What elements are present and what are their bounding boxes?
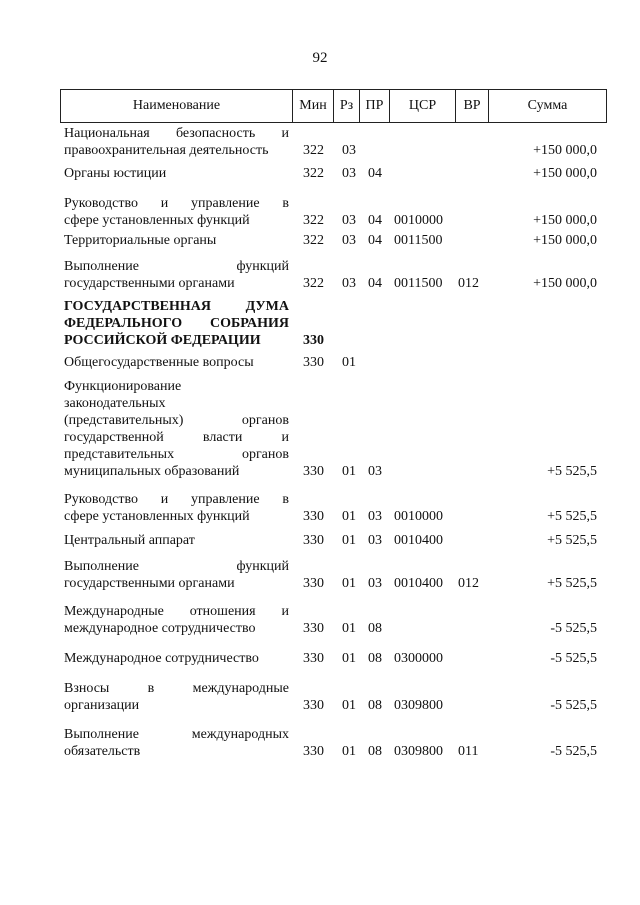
row-name <box>64 680 289 714</box>
cell-csr: 0300000 <box>394 651 443 666</box>
cell-sum: +5 525,5 <box>547 576 597 591</box>
cell-rz: 01 <box>342 464 356 479</box>
cell-sum: +150 000,0 <box>533 213 597 228</box>
header-min: Мин <box>293 90 334 122</box>
row-name-line: Взносы в международные <box>64 681 289 696</box>
cell-min: 330 <box>303 333 324 348</box>
cell-min: 330 <box>303 698 324 713</box>
cell-csr: 0011500 <box>394 276 443 291</box>
row-name <box>64 726 289 760</box>
cell-pr: 08 <box>368 698 382 713</box>
cell-csr: 0309800 <box>394 698 443 713</box>
row-name-line: Международное сотрудничество <box>64 651 259 666</box>
cell-sum: -5 525,5 <box>550 698 597 713</box>
cell-pr: 08 <box>368 744 382 759</box>
cell-pr: 08 <box>368 621 382 636</box>
cell-rz: 01 <box>342 533 356 548</box>
cell-sum: +150 000,0 <box>533 166 597 181</box>
row-name-line: Выполнение международных <box>64 727 289 742</box>
row-name-line: обязательств <box>64 744 141 759</box>
cell-csr: 0010000 <box>394 213 443 228</box>
cell-pr: 03 <box>368 533 382 548</box>
row-name <box>64 491 289 525</box>
row-name-line: государственными органами <box>64 576 235 591</box>
row-name-line: Выполнение функций <box>64 259 289 274</box>
cell-min: 322 <box>303 213 324 228</box>
cell-min: 330 <box>303 509 324 524</box>
cell-rz: 01 <box>342 576 356 591</box>
cell-min: 330 <box>303 533 324 548</box>
row-name-line: Функционирование <box>64 379 182 394</box>
table-header <box>60 89 607 123</box>
header-vr: ВР <box>456 90 489 122</box>
cell-rz: 01 <box>342 698 356 713</box>
row-name <box>64 165 289 182</box>
cell-min: 330 <box>303 576 324 591</box>
row-name-line: ГОСУДАРСТВЕННАЯ ДУМА <box>64 299 289 314</box>
cell-rz: 03 <box>342 143 356 158</box>
cell-min: 322 <box>303 233 324 248</box>
cell-csr: 0309800 <box>394 744 443 759</box>
cell-csr: 0010400 <box>394 576 443 591</box>
row-name-line: РОССИЙСКОЙ ФЕДЕРАЦИИ <box>64 333 261 348</box>
row-name <box>64 378 289 480</box>
cell-pr: 04 <box>368 276 382 291</box>
cell-pr: 03 <box>368 576 382 591</box>
cell-rz: 03 <box>342 166 356 181</box>
cell-pr: 04 <box>368 233 382 248</box>
cell-csr: 0010400 <box>394 533 443 548</box>
row-name <box>64 195 289 229</box>
cell-min: 330 <box>303 744 324 759</box>
cell-sum: -5 525,5 <box>550 621 597 636</box>
row-name-line: Национальная безопасность и <box>64 126 289 141</box>
cell-pr: 03 <box>368 509 382 524</box>
page-number: 92 <box>312 50 328 66</box>
cell-pr: 08 <box>368 651 382 666</box>
cell-min: 330 <box>303 355 324 370</box>
cell-sum: +5 525,5 <box>547 533 597 548</box>
cell-min: 330 <box>303 464 324 479</box>
row-name-line: государственными органами <box>64 276 235 291</box>
cell-rz: 03 <box>342 233 356 248</box>
row-name-line: государственной власти и <box>64 430 289 445</box>
row-name-line: сфере установленных функций <box>64 509 250 524</box>
cell-pr: 04 <box>368 166 382 181</box>
row-name <box>64 125 289 159</box>
cell-min: 322 <box>303 166 324 181</box>
header-pr: ПР <box>360 90 390 122</box>
row-name-line: (представительных) органов <box>64 413 289 428</box>
row-name-line: законодательных <box>64 396 166 411</box>
row-name-line: Выполнение функций <box>64 559 289 574</box>
row-name-line: сфере установленных функций <box>64 213 250 228</box>
cell-rz: 03 <box>342 276 356 291</box>
row-name-line: организации <box>64 698 140 713</box>
row-name <box>64 258 289 292</box>
cell-sum: +150 000,0 <box>533 233 597 248</box>
cell-min: 322 <box>303 276 324 291</box>
row-name-line: Международные отношения и <box>64 604 289 619</box>
row-name <box>64 532 289 549</box>
row-name <box>64 232 289 249</box>
row-name-line: международное сотрудничество <box>64 621 256 636</box>
row-name-line: муниципальных образований <box>64 464 240 479</box>
cell-sum: +5 525,5 <box>547 464 597 479</box>
cell-csr: 0010000 <box>394 509 443 524</box>
row-name-line: Территориальные органы <box>64 233 217 248</box>
row-name <box>64 354 289 371</box>
cell-rz: 01 <box>342 355 356 370</box>
row-name-line: Органы юстиции <box>64 166 167 181</box>
row-name-line: Руководство и управление в <box>64 196 289 211</box>
cell-rz: 01 <box>342 744 356 759</box>
cell-rz: 03 <box>342 213 356 228</box>
cell-rz: 01 <box>342 621 356 636</box>
header-rz: Рз <box>334 90 360 122</box>
cell-pr: 03 <box>368 464 382 479</box>
row-name-line: представительных органов <box>64 447 289 462</box>
cell-sum: -5 525,5 <box>550 744 597 759</box>
row-name <box>64 558 289 592</box>
row-name-line: ФЕДЕРАЛЬНОГО СОБРАНИЯ <box>64 316 289 331</box>
cell-min: 322 <box>303 143 324 158</box>
cell-vr: 012 <box>458 276 479 291</box>
row-name-line: Руководство и управление в <box>64 492 289 507</box>
header-sum: Сумма <box>527 98 568 113</box>
cell-rz: 01 <box>342 509 356 524</box>
row-name <box>64 650 289 667</box>
cell-sum: +150 000,0 <box>533 276 597 291</box>
cell-min: 330 <box>303 651 324 666</box>
row-name <box>64 298 289 349</box>
cell-sum: -5 525,5 <box>550 651 597 666</box>
header-name: Наименование <box>61 90 293 122</box>
cell-vr: 012 <box>458 576 479 591</box>
header-csr: ЦСР <box>390 90 456 122</box>
cell-csr: 0011500 <box>394 233 443 248</box>
cell-sum: +5 525,5 <box>547 509 597 524</box>
cell-min: 330 <box>303 621 324 636</box>
row-name-line: Центральный аппарат <box>64 533 195 548</box>
row-name <box>64 603 289 637</box>
cell-vr: 011 <box>458 744 479 759</box>
row-name-line: Общегосударственные вопросы <box>64 355 254 370</box>
row-name-line: правоохранительная деятельность <box>64 143 269 158</box>
cell-sum: +150 000,0 <box>533 143 597 158</box>
cell-pr: 04 <box>368 213 382 228</box>
cell-rz: 01 <box>342 651 356 666</box>
